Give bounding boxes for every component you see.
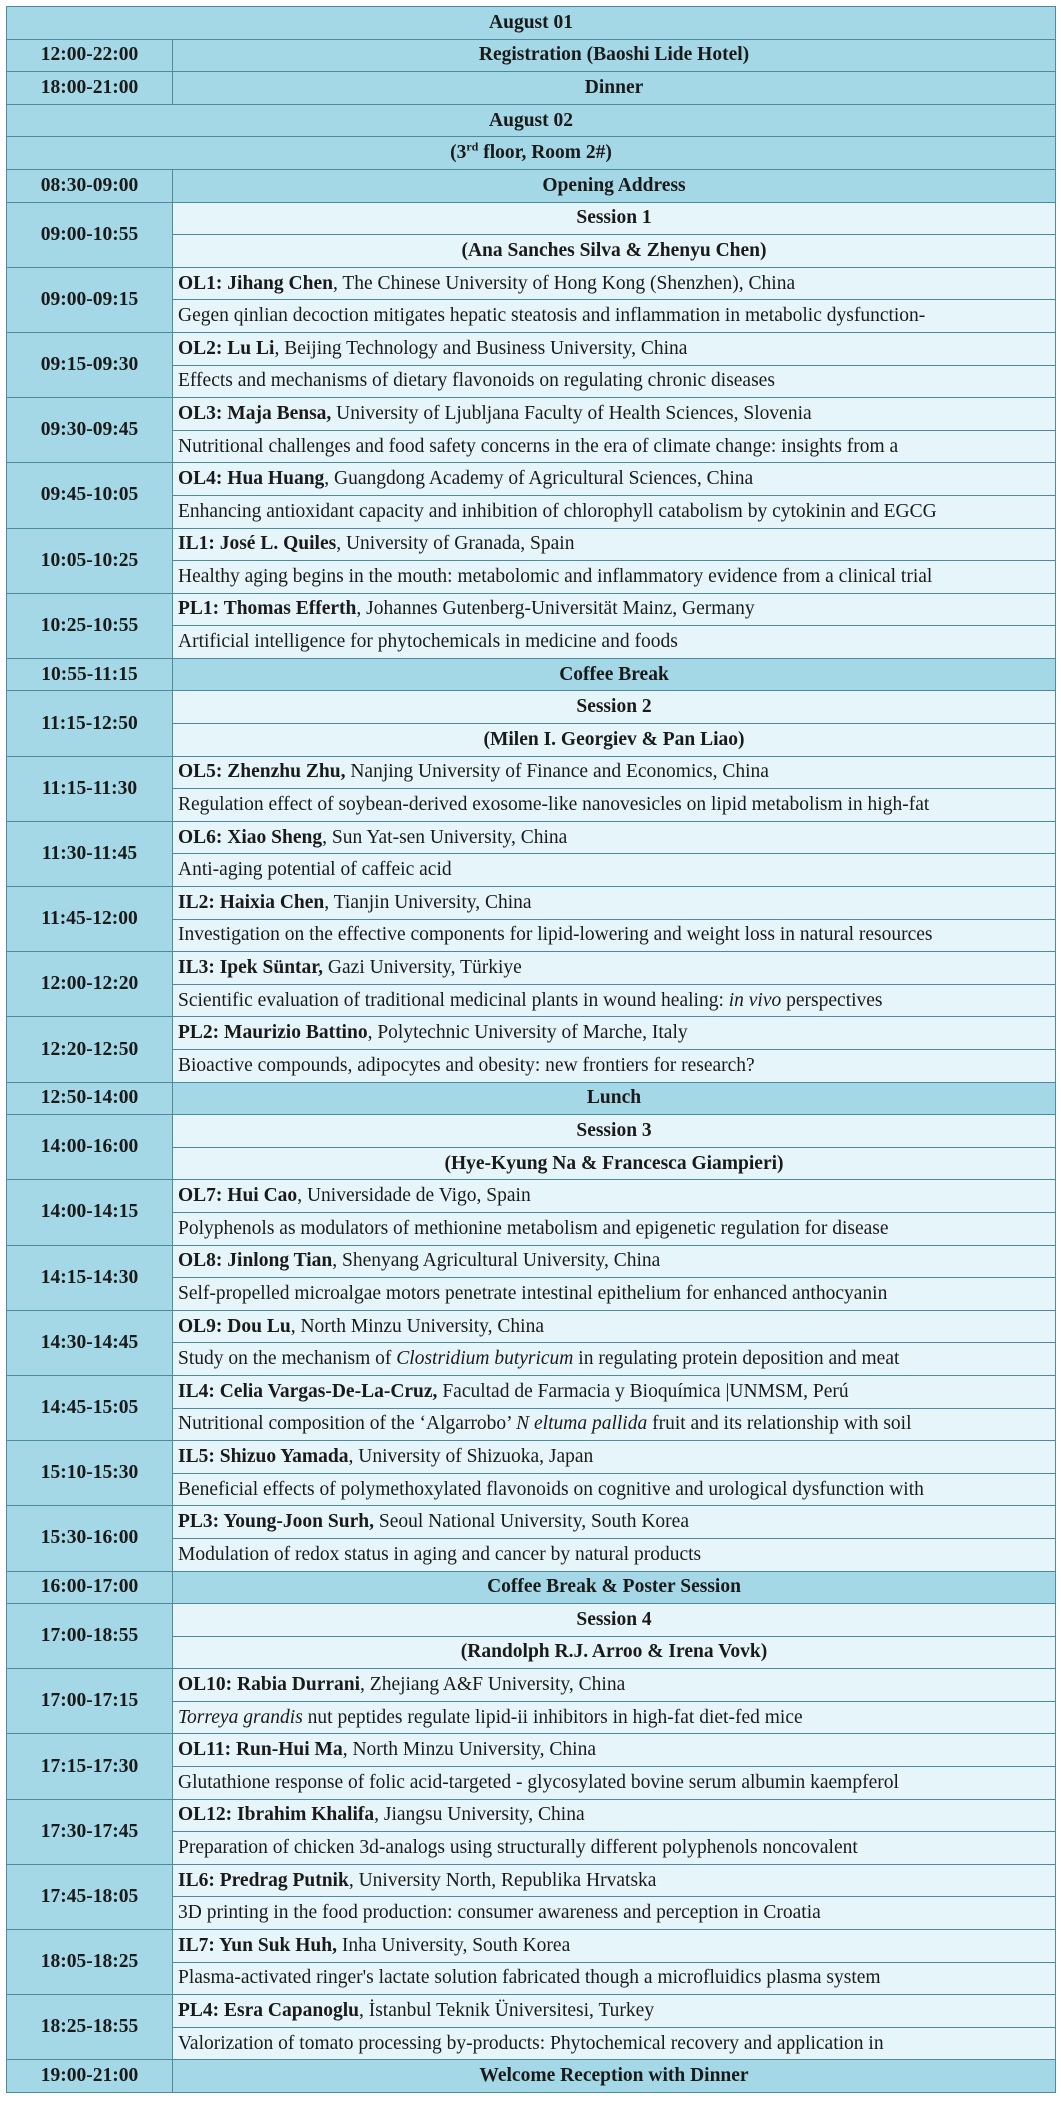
talk-row xyxy=(7,821,1056,854)
talk-code: OL9: xyxy=(178,1315,223,1337)
talk-row xyxy=(7,1180,1056,1213)
talk-code: OL7: xyxy=(178,1185,223,1207)
session-chairs: (Milen I. Georgiev & Pan Liao) xyxy=(173,724,1056,757)
speaker-name: Esra Capanoglu xyxy=(219,2000,359,2022)
event-row xyxy=(7,39,1056,72)
talk-speaker-line xyxy=(173,1864,1056,1897)
talk-code: PL4: xyxy=(178,2000,220,2022)
speaker-affiliation: , Guangdong Academy of Agricultural Sciences, China xyxy=(324,468,754,490)
talk-title-text: nut peptides regulate lipid-ii inhibitors in high-fat diet-fed mice xyxy=(302,1706,803,1728)
speaker-affiliation: , Shenyang Agricultural University, China xyxy=(332,1250,661,1272)
talk-row xyxy=(7,1799,1056,1832)
speaker-affiliation: Seoul National University, South Korea xyxy=(373,1511,689,1533)
event-time: 16:00-17:00 xyxy=(7,1571,173,1604)
speaker-name: Jihang Chen xyxy=(222,272,333,294)
talk-row xyxy=(7,593,1056,626)
event-time: 12:50-14:00 xyxy=(7,1082,173,1115)
session-row xyxy=(7,1115,1056,1148)
talk-title-text: Plasma-activated ringer's lactate solution fabricated though a microfluidics plasma system xyxy=(178,1967,881,1989)
talk-code: OL12: xyxy=(178,1804,233,1826)
venue-superscript: rd xyxy=(466,139,479,154)
event-row xyxy=(7,169,1056,202)
talk-title xyxy=(173,1408,1056,1441)
talk-speaker-line xyxy=(173,1375,1056,1408)
talk-time: 17:15-17:30 xyxy=(7,1734,173,1799)
talk-row xyxy=(7,398,1056,431)
talk-code: PL1: xyxy=(178,598,220,620)
talk-title xyxy=(173,1767,1056,1800)
speaker-affiliation: , University of Shizuoka, Japan xyxy=(348,1445,594,1467)
speaker-name: Maurizio Battino xyxy=(219,1022,368,1044)
talk-row xyxy=(7,1734,1056,1767)
session-chairs: (Randolph R.J. Arroo & Irena Vovk) xyxy=(173,1636,1056,1669)
speaker-affiliation: , Johannes Gutenberg-Universität Mainz, Germany xyxy=(356,598,755,620)
talk-speaker-line xyxy=(173,1310,1056,1343)
talk-row xyxy=(7,1310,1056,1343)
talk-title-text: in regulating protein deposition and meat xyxy=(573,1348,900,1370)
talk-title-text: Regulation effect of soybean-derived exosome-like nanovesicles on lipid metabolism in high-fat xyxy=(178,794,930,816)
talk-time: 11:15-11:30 xyxy=(7,756,173,821)
talk-title-italic: in vivo xyxy=(728,989,782,1011)
talk-title xyxy=(173,1343,1056,1376)
talk-title xyxy=(173,1962,1056,1995)
session-title: Session 4 xyxy=(173,1604,1056,1637)
talk-title-text: Nutritional composition of the ‘Algarrobo’ xyxy=(178,1413,517,1435)
talk-title xyxy=(173,1050,1056,1083)
date-row xyxy=(7,104,1056,137)
talk-title-text: Anti-aging potential of caffeic acid xyxy=(178,859,452,881)
event-title: Registration (Baoshi Lide Hotel) xyxy=(173,39,1056,72)
talk-time: 11:30-11:45 xyxy=(7,821,173,886)
talk-row xyxy=(7,1864,1056,1897)
speaker-name: José L. Quiles xyxy=(214,533,337,555)
talk-title xyxy=(173,1473,1056,1506)
talk-code: OL5: xyxy=(178,761,223,783)
event-time: 18:00-21:00 xyxy=(7,72,173,105)
venue-text-start: (3 xyxy=(450,142,467,164)
speaker-affiliation: , North Minzu University, China xyxy=(342,1739,596,1761)
talk-title xyxy=(173,1278,1056,1311)
event-row xyxy=(7,1571,1056,1604)
talk-speaker-line xyxy=(173,332,1056,365)
talk-row xyxy=(7,887,1056,920)
talk-title-text: Scientific evaluation of traditional medicinal plants in wound healing: xyxy=(178,989,729,1011)
session-time: 09:00-10:55 xyxy=(7,202,173,267)
event-time: 10:55-11:15 xyxy=(7,658,173,691)
talk-code: OL8: xyxy=(178,1250,223,1272)
talk-title-text: Valorization of tomato processing by-products: Phytochemical recovery and application in xyxy=(178,2032,884,2054)
talk-speaker-line xyxy=(173,267,1056,300)
talk-time: 17:30-17:45 xyxy=(7,1799,173,1864)
talk-time: 09:15-09:30 xyxy=(7,332,173,397)
talk-speaker-line xyxy=(173,1245,1056,1278)
talk-title-text: fruit and its relationship with soil xyxy=(647,1413,912,1435)
talk-code: OL2: xyxy=(178,337,223,359)
talk-speaker-line xyxy=(173,593,1056,626)
talk-time: 15:30-16:00 xyxy=(7,1506,173,1571)
talk-row xyxy=(7,1375,1056,1408)
talk-time: 15:10-15:30 xyxy=(7,1441,173,1506)
speaker-name: Hua Huang xyxy=(222,468,325,490)
talk-title xyxy=(173,789,1056,822)
talk-speaker-line xyxy=(173,528,1056,561)
talk-title-text: Bioactive compounds, adipocytes and obesity: new frontiers for research? xyxy=(178,1054,755,1076)
talk-speaker-line xyxy=(173,1017,1056,1050)
event-title: Dinner xyxy=(173,72,1056,105)
talk-row xyxy=(7,1930,1056,1963)
date-heading: August 01 xyxy=(7,7,1056,40)
talk-title-text: Enhancing antioxidant capacity and inhibition of chlorophyll catabolism by cytokinin and EGCG xyxy=(178,500,937,522)
speaker-affiliation: , İstanbul Teknik Üniversitesi, Turkey xyxy=(358,2000,655,2022)
talk-speaker-line xyxy=(173,463,1056,496)
speaker-affiliation: , North Minzu University, China xyxy=(290,1315,544,1337)
event-title: Opening Address xyxy=(173,169,1056,202)
talk-title-italic: Clostridium butyricum xyxy=(396,1348,574,1370)
talk-title-text: Healthy aging begins in the mouth: metabolomic and inflammatory evidence from a clinical trial xyxy=(178,565,933,587)
talk-title-text: Glutathione response of folic acid-targeted - glycosylated bovine serum albumin kaempferol xyxy=(178,1771,899,1793)
talk-code: IL2: xyxy=(178,891,215,913)
talk-row xyxy=(7,1669,1056,1702)
talk-code: IL4: xyxy=(178,1380,215,1402)
event-title: Welcome Reception with Dinner xyxy=(173,2060,1056,2093)
session-time: 11:15-12:50 xyxy=(7,691,173,756)
venue-text-end: floor, Room 2#) xyxy=(478,142,612,164)
event-row xyxy=(7,72,1056,105)
speaker-affiliation: , Zhejiang A&F University, China xyxy=(360,1674,626,1696)
talk-title-text: Artificial intelligence for phytochemicals in medicine and foods xyxy=(178,631,678,653)
talk-code: IL1: xyxy=(178,533,215,555)
talk-code: IL5: xyxy=(178,1445,215,1467)
talk-speaker-line xyxy=(173,1799,1056,1832)
speaker-name: Dou Lu xyxy=(222,1315,291,1337)
event-title: Lunch xyxy=(173,1082,1056,1115)
session-chairs: (Hye-Kyung Na & Francesca Giampieri) xyxy=(173,1147,1056,1180)
session-time: 17:00-18:55 xyxy=(7,1604,173,1669)
speaker-name: Ipek Süntar, xyxy=(214,957,324,979)
talk-title xyxy=(173,561,1056,594)
talk-title-text: Preparation of chicken 3d-analogs using structurally different polyphenols noncovalent xyxy=(178,1837,858,1859)
session-title: Session 3 xyxy=(173,1115,1056,1148)
talk-time: 17:00-17:15 xyxy=(7,1669,173,1734)
date-row xyxy=(7,7,1056,40)
speaker-name: Lu Li xyxy=(222,337,275,359)
speaker-name: Rabia Durrani xyxy=(232,1674,361,1696)
talk-time: 14:00-14:15 xyxy=(7,1180,173,1245)
speaker-affiliation: , University North, Republika Hrvatska xyxy=(348,1869,657,1891)
session-row xyxy=(7,202,1056,235)
speaker-name: Shizuo Yamada xyxy=(214,1445,349,1467)
talk-time: 14:15-14:30 xyxy=(7,1245,173,1310)
talk-row xyxy=(7,267,1056,300)
talk-row xyxy=(7,1995,1056,2028)
talk-speaker-line xyxy=(173,756,1056,789)
talk-title xyxy=(173,495,1056,528)
talk-code: OL4: xyxy=(178,468,223,490)
speaker-name: Run-Hui Ma xyxy=(231,1739,343,1761)
talk-time: 10:25-10:55 xyxy=(7,593,173,658)
talk-code: OL3: xyxy=(178,402,223,424)
talk-row xyxy=(7,1245,1056,1278)
speaker-name: Yun Suk Huh, xyxy=(214,1934,337,1956)
speaker-name: Ibrahim Khalifa xyxy=(232,1804,375,1826)
date-heading: August 02 xyxy=(7,104,1056,137)
talk-title-text: Polyphenols as modulators of methionine metabolism and epigenetic regulation for disease xyxy=(178,1217,889,1239)
session-title: Session 2 xyxy=(173,691,1056,724)
talk-code: OL6: xyxy=(178,826,223,848)
talk-title-text: Modulation of redox status in aging and cancer by natural products xyxy=(178,1543,702,1565)
talk-row xyxy=(7,1506,1056,1539)
talk-code: IL7: xyxy=(178,1934,215,1956)
speaker-affiliation: , Sun Yat-sen University, China xyxy=(322,826,568,848)
talk-title xyxy=(173,1897,1056,1930)
talk-speaker-line xyxy=(173,887,1056,920)
speaker-affiliation: Facultad de Farmacia y Bioquímica |UNMSM, Perú xyxy=(437,1380,849,1402)
talk-code: IL3: xyxy=(178,957,215,979)
speaker-name: Thomas Efferth xyxy=(219,598,357,620)
event-title: Coffee Break xyxy=(173,658,1056,691)
talk-code: OL10: xyxy=(178,1674,233,1696)
speaker-name: Predrag Putnik xyxy=(214,1869,349,1891)
talk-title-text: Gegen qinlian decoction mitigates hepatic steatosis and inflammation in metabolic dysfunction- xyxy=(178,305,926,327)
talk-title-italic: N eltuma pallida xyxy=(516,1413,648,1435)
talk-time: 10:05-10:25 xyxy=(7,528,173,593)
talk-time: 14:45-15:05 xyxy=(7,1375,173,1440)
venue-row xyxy=(7,137,1056,170)
speaker-affiliation: , University of Granada, Spain xyxy=(336,533,575,555)
event-title: Coffee Break & Poster Session xyxy=(173,1571,1056,1604)
speaker-affiliation: Nanjing University of Finance and Economics, China xyxy=(345,761,769,783)
speaker-affiliation: University of Ljubljana Faculty of Health Sciences, Slovenia xyxy=(331,402,812,424)
talk-time: 11:45-12:00 xyxy=(7,887,173,952)
speaker-affiliation: , Universidade de Vigo, Spain xyxy=(297,1185,531,1207)
session-row xyxy=(7,1604,1056,1637)
talk-time: 18:25-18:55 xyxy=(7,1995,173,2060)
schedule-body xyxy=(7,7,1056,2093)
talk-title xyxy=(173,430,1056,463)
talk-title-text: Investigation on the effective components for lipid-lowering and weight loss in natural resources xyxy=(178,924,933,946)
event-time: 19:00-21:00 xyxy=(7,2060,173,2093)
speaker-name: Zhenzhu Zhu, xyxy=(222,761,346,783)
talk-title xyxy=(173,1832,1056,1865)
event-row xyxy=(7,1082,1056,1115)
session-row xyxy=(7,691,1056,724)
speaker-name: Maja Bensa, xyxy=(222,402,332,424)
talk-speaker-line xyxy=(173,1180,1056,1213)
talk-title-text: 3D printing in the food production: consumer awareness and perception in Croatia xyxy=(178,1902,821,1924)
talk-time: 09:00-09:15 xyxy=(7,267,173,332)
talk-title-text: perspectives xyxy=(781,989,883,1011)
talk-speaker-line xyxy=(173,1995,1056,2028)
speaker-affiliation: , Jiangsu University, China xyxy=(374,1804,585,1826)
talk-speaker-line xyxy=(173,1930,1056,1963)
talk-title-text: Beneficial effects of polymethoxylated flavonoids on cognitive and urological dysfunction with xyxy=(178,1478,924,1500)
talk-speaker-line xyxy=(173,398,1056,431)
talk-title xyxy=(173,1538,1056,1571)
talk-time: 09:45-10:05 xyxy=(7,463,173,528)
talk-title xyxy=(173,1212,1056,1245)
talk-time: 14:30-14:45 xyxy=(7,1310,173,1375)
speaker-affiliation: Inha University, South Korea xyxy=(337,1934,571,1956)
talk-time: 09:30-09:45 xyxy=(7,398,173,463)
talk-row xyxy=(7,463,1056,496)
talk-title xyxy=(173,365,1056,398)
talk-code: PL3: xyxy=(178,1511,220,1533)
speaker-affiliation: , Polytechnic University of Marche, Italy xyxy=(367,1022,688,1044)
speaker-affiliation: , Beijing Technology and Business University, China xyxy=(274,337,688,359)
talk-title-text: Study on the mechanism of xyxy=(178,1348,397,1370)
speaker-name: Hui Cao xyxy=(222,1185,298,1207)
speaker-name: Jinlong Tian xyxy=(222,1250,333,1272)
talk-title xyxy=(173,626,1056,659)
venue-heading xyxy=(7,137,1056,170)
talk-row xyxy=(7,756,1056,789)
talk-title xyxy=(173,984,1056,1017)
talk-speaker-line xyxy=(173,1669,1056,1702)
speaker-name: Young-Joon Surh, xyxy=(219,1511,374,1533)
talk-time: 17:45-18:05 xyxy=(7,1864,173,1929)
talk-code: OL1: xyxy=(178,272,223,294)
speaker-affiliation: , Tianjin University, China xyxy=(324,891,532,913)
talk-row xyxy=(7,1017,1056,1050)
talk-code: OL11: xyxy=(178,1739,232,1761)
talk-title xyxy=(173,919,1056,952)
talk-title xyxy=(173,2027,1056,2060)
talk-title xyxy=(173,1701,1056,1734)
session-chairs: (Ana Sanches Silva & Zhenyu Chen) xyxy=(173,235,1056,268)
talk-title-text: Self-propelled microalgae motors penetrate intestinal epithelium for enhanced anthocyanin xyxy=(178,1282,888,1304)
talk-row xyxy=(7,528,1056,561)
talk-title xyxy=(173,854,1056,887)
session-time: 14:00-16:00 xyxy=(7,1115,173,1180)
talk-row xyxy=(7,1441,1056,1474)
talk-speaker-line xyxy=(173,952,1056,985)
talk-speaker-line xyxy=(173,821,1056,854)
event-row xyxy=(7,658,1056,691)
talk-code: IL6: xyxy=(178,1869,215,1891)
talk-time: 18:05-18:25 xyxy=(7,1930,173,1995)
talk-title-italic: Torreya grandis xyxy=(178,1706,303,1728)
event-row xyxy=(7,2060,1056,2093)
talk-title xyxy=(173,300,1056,333)
session-title: Session 1 xyxy=(173,202,1056,235)
speaker-affiliation: , The Chinese University of Hong Kong (Shenzhen), China xyxy=(332,272,796,294)
event-time: 08:30-09:00 xyxy=(7,169,173,202)
talk-speaker-line xyxy=(173,1734,1056,1767)
talk-row xyxy=(7,332,1056,365)
schedule-table xyxy=(6,6,1056,2093)
talk-code: PL2: xyxy=(178,1022,220,1044)
talk-title-text: Nutritional challenges and food safety concerns in the era of climate change: insights from a xyxy=(178,435,899,457)
speaker-name: Xiao Sheng xyxy=(222,826,323,848)
event-time: 12:00-22:00 xyxy=(7,39,173,72)
speaker-name: Haixia Chen xyxy=(214,891,325,913)
speaker-name: Celia Vargas-De-La-Cruz, xyxy=(214,1380,438,1402)
talk-speaker-line xyxy=(173,1441,1056,1474)
talk-time: 12:20-12:50 xyxy=(7,1017,173,1082)
speaker-affiliation: Gazi University, Türkiye xyxy=(323,957,522,979)
talk-title-text: Effects and mechanisms of dietary flavonoids on regulating chronic diseases xyxy=(178,370,775,392)
talk-row xyxy=(7,952,1056,985)
talk-speaker-line xyxy=(173,1506,1056,1539)
talk-time: 12:00-12:20 xyxy=(7,952,173,1017)
